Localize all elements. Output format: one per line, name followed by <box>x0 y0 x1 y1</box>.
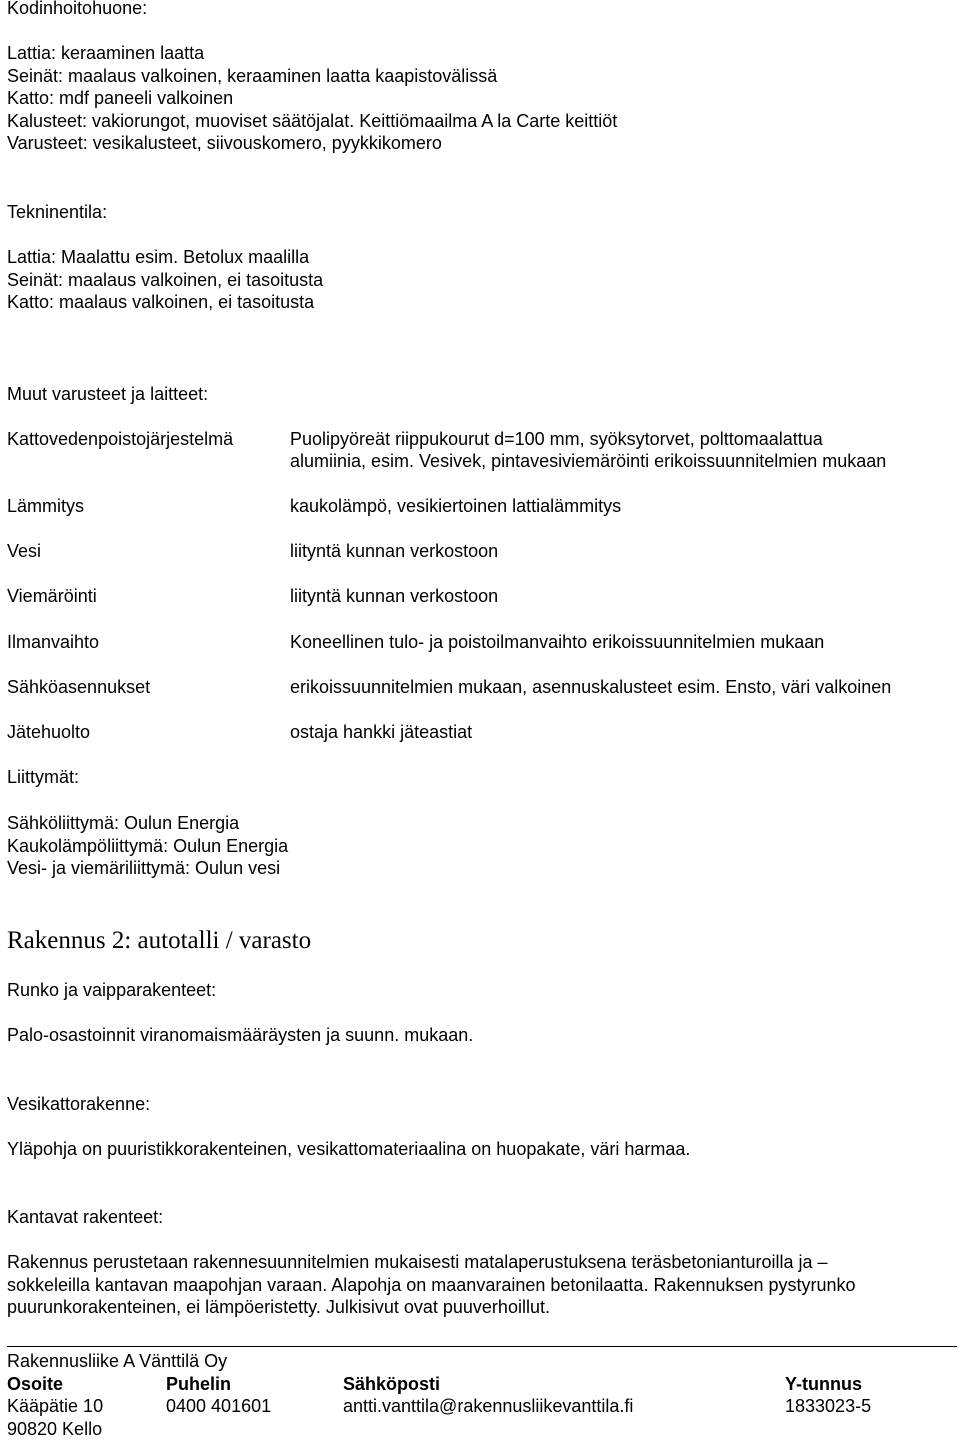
building-title: Rakennus 2: autotalli / varasto <box>7 927 312 954</box>
paragraph-line: puurunkorakenteinen, ei lämpöeristetty. Julkisivut ovat puuverhoillut. <box>7 1297 550 1317</box>
kodinhoitohuone-list <box>7 42 617 155</box>
footer-address-line2: 90820 Kello <box>7 1419 103 1439</box>
paragraph-line: sokkeleilla kantavan maapohjan varaan. Alapohja on maanvarainen betonilaatta. Rakennuksen pystyrunko <box>7 1274 856 1295</box>
row-label: Viemäröinti <box>7 586 97 606</box>
list-line: Kaukolämpöliittymä: Oulun Energia <box>7 835 289 856</box>
footer-header-phone: Puhelin <box>166 1374 232 1394</box>
list-line: Vesi- ja viemäriliittymä: Oulun vesi <box>7 858 281 878</box>
section-heading-liittymat: Liittymät: <box>7 767 80 787</box>
list-line: Seinät: maalaus valkoinen, keraaminen laatta kaapistovälissä <box>7 65 498 86</box>
list-line: Katto: maalaus valkoinen, ei tasoitusta <box>7 292 315 312</box>
row-value: erikoissuunnitelmien mukaan, asennuskalusteet esim. Ensto, väri valkoinen <box>290 677 892 697</box>
kantavat-text <box>7 1251 856 1319</box>
list-line: Seinät: maalaus valkoinen, ei tasoitusta <box>7 269 324 290</box>
tekninentila-list <box>7 246 323 314</box>
paragraph-line: Rakennus perustetaan rakennesuunnitelmien mukaisesti matalaperustuksena teräsbetonianturoilla ja – <box>7 1252 828 1272</box>
footer-email: antti.vanttila@rakennusliikevanttila.fi <box>343 1396 634 1416</box>
list-line: Kalusteet: vakiorungot, muoviset säätöjalat. Keittiömaailma A la Carte keittiöt <box>7 110 618 131</box>
runko-text: Palo-osastoinnit viranomaismääräysten ja suunn. mukaan. <box>7 1025 474 1045</box>
list-line: Varusteet: vesikalusteet, siivouskomero, pyykkikomero <box>7 133 442 153</box>
row-value: Puolipyöreät riippukourut d=100 mm, syöksytorvet, polttomaalattua <box>290 429 823 449</box>
row-value: ostaja hankki jäteastiat <box>290 722 473 742</box>
list-line: Lattia: Maalattu esim. Betolux maalilla <box>7 247 310 267</box>
list-line: Lattia: keraaminen laatta <box>7 43 205 63</box>
row-value: kaukolämpö, vesikiertoinen lattialämmitys <box>290 496 622 516</box>
footer-header-ytunnus: Y-tunnus <box>785 1374 862 1394</box>
footer-address-line1: Kääpätie 10 <box>7 1396 104 1416</box>
list-line: Sähköliittymä: Oulun Energia <box>7 813 240 833</box>
row-value: liityntä kunnan verkostoon <box>290 586 499 606</box>
section-heading-muut-varusteet: Muut varusteet ja laitteet: <box>7 384 209 404</box>
section-heading-kantavat: Kantavat rakenteet: <box>7 1207 164 1227</box>
row-value: liityntä kunnan verkostoon <box>290 541 499 561</box>
section-heading-kodinhoitohuone: Kodinhoitohuone: <box>7 0 148 18</box>
vesikatto-text: Yläpohja on puuristikkorakenteinen, vesikattomateriaalina on huopakate, väri harmaa. <box>7 1139 691 1159</box>
row-label: Sähköasennukset <box>7 677 151 697</box>
company-name: Rakennusliike A Vänttilä Oy <box>7 1351 228 1371</box>
row-label: Jätehuolto <box>7 722 91 742</box>
row-value: Koneellinen tulo- ja poistoilmanvaihto erikoissuunnitelmien mukaan <box>290 632 825 652</box>
footer-header-address: Osoite <box>7 1374 64 1394</box>
list-line: Katto: mdf paneeli valkoinen <box>7 88 234 108</box>
footer-phone: 0400 401601 <box>166 1396 272 1416</box>
section-heading-vesikatto: Vesikattorakenne: <box>7 1094 151 1114</box>
liittymat-list <box>7 812 288 880</box>
section-heading-tekninentila: Tekninentila: <box>7 202 108 222</box>
footer-divider <box>7 1346 957 1347</box>
row-value-continued: alumiinia, esim. Vesivek, pintavesiviemäröinti erikoissuunnitelmien mukaan <box>290 451 887 471</box>
row-label: Vesi <box>7 541 42 561</box>
footer-ytunnus: 1833023-5 <box>785 1396 872 1416</box>
footer-header-email: Sähköposti <box>343 1374 441 1394</box>
row-label: Lämmitys <box>7 496 85 516</box>
row-label: Ilmanvaihto <box>7 632 100 652</box>
section-heading-runko: Runko ja vaipparakenteet: <box>7 980 217 1000</box>
row-label: Kattovedenpoistojärjestelmä <box>7 429 234 449</box>
